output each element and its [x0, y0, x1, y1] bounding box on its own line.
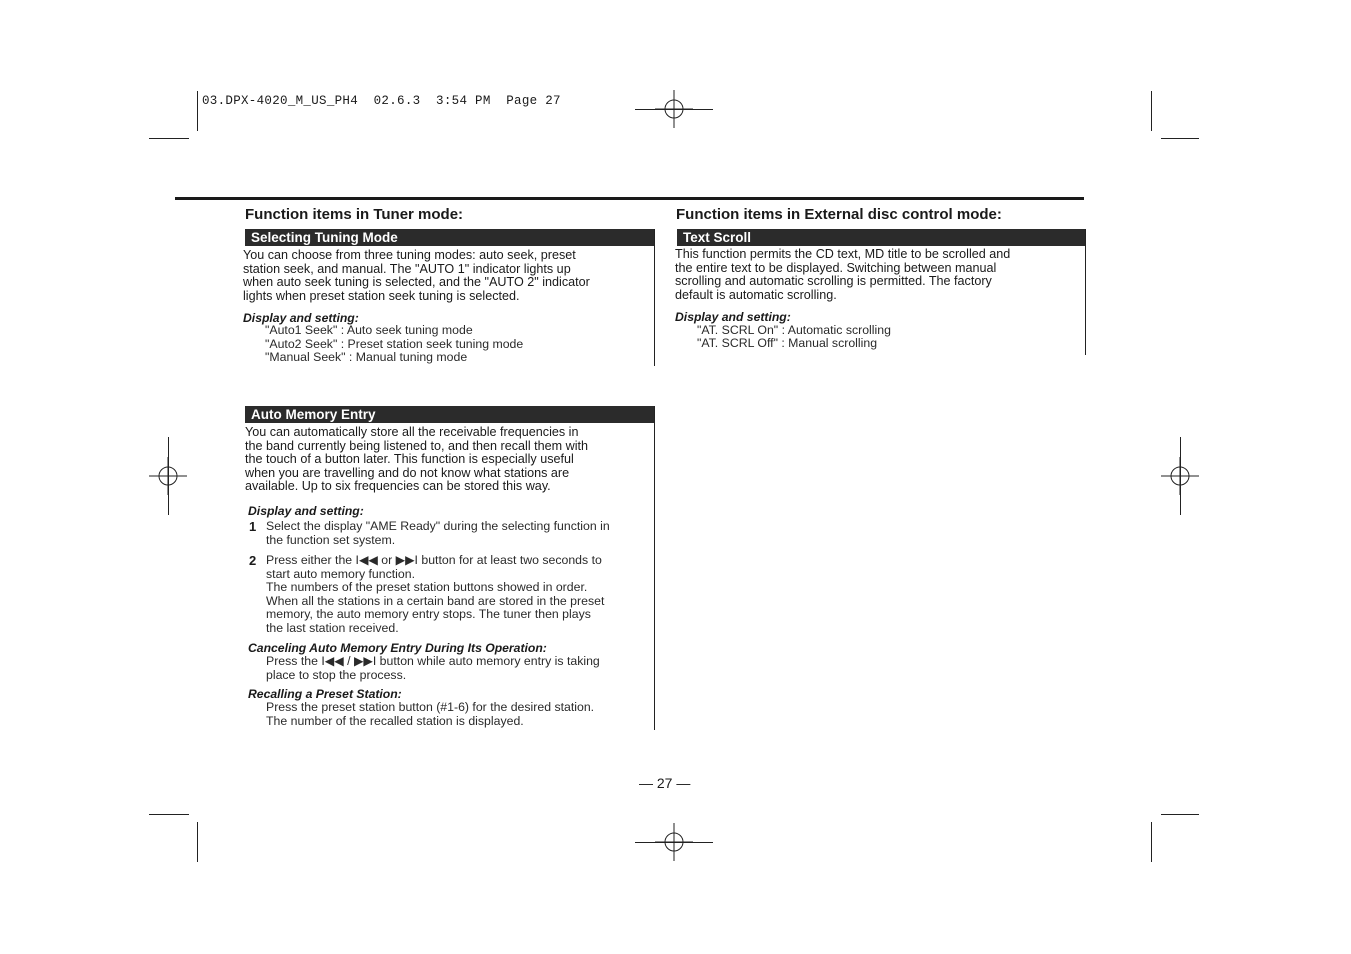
setting-item: "Auto2 Seek" : Preset station seek tuning mode [265, 337, 524, 351]
crop-mark [1161, 814, 1199, 815]
auto-memory-entry-body: You can automatically store all the receivable frequencies in the band currently being listened to, and then recall them with the touch of a button later. This function is especially useful when you are travelling and do not know what stations are available. Up to six frequencies can be stored this way. [245, 425, 589, 493]
registration-line [635, 842, 713, 843]
crop-mark [149, 814, 189, 815]
column-rule [654, 229, 655, 366]
page-number: — 27 — [639, 775, 691, 791]
registration-line [1180, 437, 1181, 515]
cancel-text: Press the I◀◀ / ▶▶I button while auto memory entry is taking place to stop the process. [266, 654, 600, 682]
recall-text: Press the preset station button (#1-6) for the desired station. The number of the recalled station is displayed. [266, 700, 595, 728]
step-text: Select the display "AME Ready" during the selecting function in the function set system. [266, 519, 610, 547]
setting-item: "AT. SCRL On" : Automatic scrolling [697, 323, 891, 337]
cancel-label: Canceling Auto Memory Entry During Its Operation: [248, 641, 547, 655]
text-scroll-body: This function permits the CD text, MD title to be scrolled and the entire text to be displayed. Switching between manual scrolling and automatic scrolling is permitted. The factory default is automatic scrolling. [675, 247, 1011, 302]
external-disc-mode-title: Function items in External disc control mode: [676, 206, 1002, 223]
print-slug: 03.DPX-4020_M_US_PH4 02.6.3 3:54 PM Page 27 [202, 94, 561, 108]
top-rule [175, 197, 1084, 200]
crop-mark [1151, 822, 1152, 862]
registration-line [635, 109, 713, 110]
recall-label: Recalling a Preset Station: [248, 687, 402, 701]
setting-item: "AT. SCRL Off" : Manual scrolling [697, 336, 878, 350]
step-number: 2 [249, 553, 257, 568]
display-setting-label: Display and setting: [248, 504, 364, 518]
crop-mark [197, 91, 198, 131]
setting-item: "Auto1 Seek" : Auto seek tuning mode [265, 323, 473, 337]
crop-mark [1151, 91, 1152, 131]
selecting-tuning-mode-body: You can choose from three tuning modes: auto seek, preset station seek, and manual. The "AUTO 1" indicator lights up when auto seek tuning is selected, and the "AUTO 2" indicator lights when preset station seek tuning is selected. [243, 248, 590, 303]
text-scroll-heading: Text Scroll [677, 229, 1086, 246]
tuner-mode-title: Function items in Tuner mode: [245, 206, 464, 223]
crop-mark [197, 822, 198, 862]
selecting-tuning-mode-heading: Selecting Tuning Mode [245, 229, 655, 246]
crop-mark [149, 138, 189, 139]
crop-mark [1161, 138, 1199, 139]
column-rule [654, 406, 655, 730]
display-setting-label: Display and setting: [675, 310, 791, 324]
registration-line [168, 437, 169, 515]
display-setting-label: Display and setting: [243, 311, 359, 325]
auto-memory-entry-heading: Auto Memory Entry [245, 406, 655, 423]
column-rule [1085, 229, 1086, 355]
step-number: 1 [249, 519, 257, 534]
step-text: Press either the I◀◀ or ▶▶I button for at least two seconds to start auto memory function. The numbers of the preset station buttons showed in order. When all the stations in a certain band are stored in the preset memory, the auto memory entry stops. The tuner then plays the last station received. [266, 553, 605, 635]
setting-item: "Manual Seek" : Manual tuning mode [265, 350, 468, 364]
